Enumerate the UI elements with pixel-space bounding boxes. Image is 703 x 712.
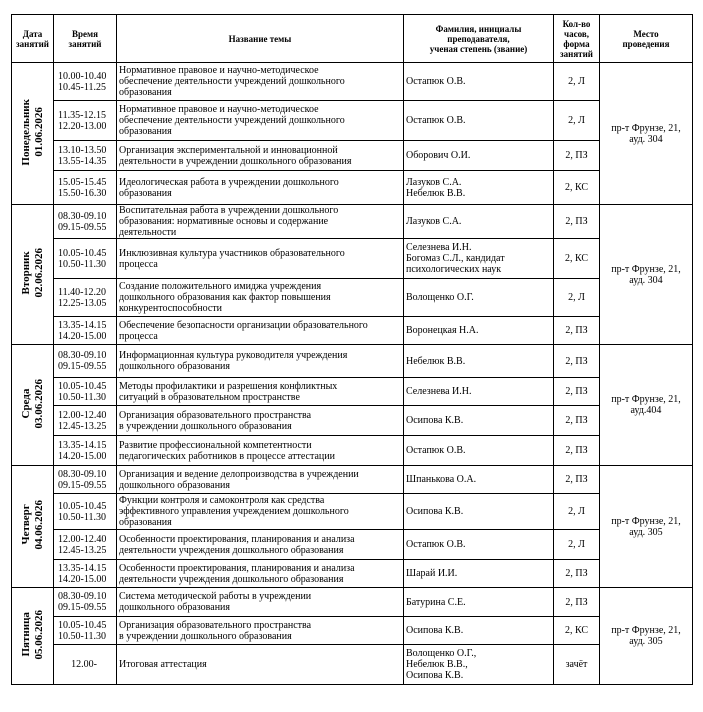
text-line: Оборович О.И. — [406, 150, 471, 161]
header-date: Дата занятий — [12, 15, 54, 63]
text-line: 10.05-10.45 — [58, 500, 107, 512]
teacher-cell — [404, 560, 554, 588]
table-row — [12, 279, 693, 317]
day-label — [20, 99, 46, 166]
hours-cell: 2, ПЗ — [554, 205, 600, 239]
text-line: Развитие профессиональной компетентности — [119, 439, 312, 451]
text-line: эффективного управления учреждением дошкольного — [119, 506, 349, 517]
time-cell — [54, 279, 117, 317]
text-line: 08.30-09.10 — [58, 591, 107, 602]
day-date: 03.06.2026 — [32, 378, 45, 429]
theme-cell — [117, 239, 404, 279]
text-line: Небелюк В.В. — [406, 187, 466, 199]
hours-cell: 2, ПЗ — [554, 141, 600, 171]
table-row — [12, 345, 693, 378]
text-line: деятельности в учреждении дошкольного образования — [119, 155, 352, 167]
teacher-cell — [404, 494, 554, 530]
hours-cell: 2, Л — [554, 494, 600, 530]
hours-cell: 2, ПЗ — [554, 406, 600, 436]
header-row — [12, 15, 693, 63]
text-line: Осипова К.В. — [406, 625, 464, 636]
text-line: 09.15-09.55 — [58, 479, 107, 491]
day-name: Пятница — [19, 612, 32, 657]
text-line: ауд. 304 — [629, 133, 663, 145]
text-line: образования — [119, 517, 172, 528]
header-hours: Кол-во часов, форма занятий — [554, 15, 600, 63]
day-date: 05.06.2026 — [32, 609, 45, 660]
day-name: Понедельник — [19, 98, 32, 166]
text-line: Организация образовательного пространства — [119, 409, 312, 421]
time-cell — [54, 345, 117, 378]
time-cell — [54, 141, 117, 171]
text-line: Остапюк О.В. — [406, 445, 466, 456]
theme-cell — [117, 406, 404, 436]
text-line: образования — [119, 87, 172, 98]
text-line: 10.50-11.30 — [58, 511, 106, 523]
text-line: 15.50-16.30 — [58, 187, 107, 199]
text-line: дошкольного образования как фактор повышения — [119, 292, 331, 303]
place-cell — [600, 588, 693, 685]
day-name: Среда — [19, 388, 32, 419]
table-row — [12, 436, 693, 466]
text-line: 08.30-09.10 — [58, 210, 107, 222]
text-line: образования: нормативные основы и содержание — [119, 216, 329, 227]
time-cell — [54, 101, 117, 141]
teacher-cell — [404, 171, 554, 205]
theme-cell — [117, 141, 404, 171]
place-cell — [600, 205, 693, 345]
text-line: Остапюк О.В. — [406, 76, 466, 87]
text-line: 14.20-15.00 — [58, 450, 107, 462]
text-line: Небелюк В.В., — [406, 659, 468, 670]
text-line: Функции контроля и самоконтроля как средства — [119, 495, 325, 506]
hours-cell: 2, ПЗ — [554, 317, 600, 345]
time-cell — [54, 171, 117, 205]
text-line: ауд. 305 — [629, 526, 663, 538]
day-cell — [12, 345, 54, 466]
teacher-cell — [404, 645, 554, 685]
text-line: 14.20-15.00 — [58, 330, 107, 342]
theme-cell — [117, 560, 404, 588]
text-line: Воспитательная работа в учреждении дошкольного — [119, 205, 339, 216]
text-line: образования — [119, 187, 172, 199]
theme-cell — [117, 617, 404, 645]
time-cell — [54, 406, 117, 436]
teacher-cell — [404, 345, 554, 378]
text-line: 08.30-09.10 — [58, 350, 107, 361]
text-line: ауд.404 — [630, 405, 662, 416]
text-line: Методы профилактики и разрешения конфликтных — [119, 380, 338, 392]
teacher-cell — [404, 530, 554, 560]
table-row — [12, 560, 693, 588]
text-line: обеспечение деятельности учреждений дошкольного — [119, 115, 345, 126]
hours-cell: 2, Л — [554, 530, 600, 560]
hours-cell: 2, ПЗ — [554, 436, 600, 466]
text-line: Итоговая аттестация — [119, 659, 207, 670]
hours-cell: 2, Л — [554, 279, 600, 317]
place-cell — [600, 345, 693, 466]
text-line: психологических наук — [406, 264, 502, 275]
text-line: Батурина С.Е. — [406, 596, 466, 608]
teacher-cell — [404, 588, 554, 617]
table-row — [12, 530, 693, 560]
text-line: Нормативное правовое и научно-методическое — [119, 104, 319, 115]
teacher-cell — [404, 239, 554, 279]
text-line: Шарай И.И. — [406, 568, 458, 579]
header-theme: Название темы — [117, 15, 404, 63]
text-line: 13.35-14.15 — [58, 439, 107, 451]
time-cell — [54, 466, 117, 494]
table-row — [12, 378, 693, 406]
text-line: процесса — [119, 258, 158, 270]
place-cell — [600, 63, 693, 205]
text-line: 14.20-15.00 — [58, 573, 107, 585]
text-line: Нормативное правовое и научно-методическое — [119, 65, 319, 76]
text-line: 11.40-12.20 — [58, 286, 106, 298]
hours-cell: 2, КС — [554, 239, 600, 279]
text-line: в учреждении дошкольного образования — [119, 630, 292, 642]
theme-cell — [117, 63, 404, 101]
text-line: 10.50-11.30 — [58, 391, 106, 403]
theme-cell — [117, 279, 404, 317]
teacher-cell — [404, 436, 554, 466]
hours-cell: 2, ПЗ — [554, 345, 600, 378]
time-cell — [54, 588, 117, 617]
theme-cell — [117, 378, 404, 406]
text-line: 12.20-13.00 — [58, 120, 107, 132]
teacher-cell — [404, 466, 554, 494]
table-row — [12, 101, 693, 141]
text-line: 10.05-10.45 — [58, 247, 107, 259]
teacher-cell — [404, 101, 554, 141]
text-line: образования — [119, 126, 172, 137]
theme-cell — [117, 317, 404, 345]
text-line: 09.15-09.55 — [58, 361, 107, 372]
table-row — [12, 171, 693, 205]
teacher-cell — [404, 378, 554, 406]
hours-cell: 2, Л — [554, 63, 600, 101]
text-line: 13.35-14.15 — [58, 562, 107, 574]
text-line: 12.00- — [71, 659, 97, 670]
text-line: 12.00-12.40 — [58, 533, 107, 545]
day-cell — [12, 588, 54, 685]
hours-cell: 2, ПЗ — [554, 378, 600, 406]
text-line: в учреждении дошкольного образования — [119, 420, 292, 432]
table-row — [12, 141, 693, 171]
table-row — [12, 494, 693, 530]
table-row — [12, 588, 693, 617]
text-line: ситуаций в образовательном пространстве — [119, 391, 300, 403]
text-line: ауд. 305 — [629, 636, 663, 647]
header-teacher: Фамилия, инициалы преподавателя, ученая степень (звание) — [404, 15, 554, 63]
theme-cell — [117, 588, 404, 617]
text-line: 10.05-10.45 — [58, 619, 107, 631]
day-date: 01.06.2026 — [32, 107, 45, 157]
time-cell — [54, 494, 117, 530]
teacher-cell — [404, 317, 554, 345]
theme-cell — [117, 494, 404, 530]
table-row — [12, 617, 693, 645]
teacher-cell — [404, 406, 554, 436]
hours-cell: 2, КС — [554, 617, 600, 645]
text-line: Создание положительного имиджа учреждения — [119, 281, 322, 292]
day-cell — [12, 466, 54, 588]
time-cell — [54, 205, 117, 239]
table-row — [12, 317, 693, 345]
theme-cell — [117, 645, 404, 685]
schedule-table — [11, 14, 693, 685]
text-line: пр-т Фрунзе, 21, — [611, 515, 681, 527]
text-line: 12.45-13.25 — [58, 420, 107, 432]
text-line: Волощенко О.Г. — [406, 292, 474, 303]
theme-cell — [117, 530, 404, 560]
text-line: обеспечение деятельности учреждений дошкольного — [119, 76, 345, 87]
text-line: Система методической работы в учреждении — [119, 591, 312, 602]
text-line: 10.50-11.30 — [58, 258, 106, 270]
teacher-cell — [404, 63, 554, 101]
text-line: Организация и ведение делопроизводства в учреждении — [119, 468, 359, 480]
text-line: пр-т Фрунзе, 21, — [611, 394, 681, 405]
hours-cell: 2, ПЗ — [554, 560, 600, 588]
text-line: педагогических работников в процессе аттестации — [119, 450, 335, 462]
place-cell — [600, 466, 693, 588]
hours-cell: 2, ПЗ — [554, 466, 600, 494]
hours-cell: зачёт — [554, 645, 600, 685]
text-line: пр-т Фрунзе, 21, — [611, 625, 681, 636]
day-name: Вторник — [19, 251, 32, 295]
teacher-cell — [404, 617, 554, 645]
theme-cell — [117, 466, 404, 494]
text-line: 10.00-10.40 — [58, 70, 107, 82]
header-time: Время занятий — [54, 15, 117, 63]
text-line: пр-т Фрунзе, 21, — [611, 263, 681, 275]
day-label — [20, 500, 46, 550]
text-line: Осипова К.В. — [406, 506, 464, 517]
text-line: 10.50-11.30 — [58, 630, 106, 642]
time-cell — [54, 560, 117, 588]
text-line: Особенности проектирования, планирования и анализа — [119, 533, 355, 545]
text-line: Идеологическая работа в учреждении дошкольного — [119, 176, 339, 188]
schedule-body — [12, 63, 693, 685]
time-cell — [54, 378, 117, 406]
text-line: 13.35-14.15 — [58, 319, 107, 331]
teacher-cell — [404, 205, 554, 239]
theme-cell — [117, 205, 404, 239]
text-line: Осипова К.В. — [406, 670, 464, 681]
text-line: 10.05-10.45 — [58, 380, 107, 392]
text-line: 09.15-09.55 — [58, 221, 107, 233]
text-line: 11.35-12.15 — [58, 109, 106, 121]
text-line: 10.45-11.25 — [58, 81, 106, 93]
theme-cell — [117, 171, 404, 205]
text-line: 12.45-13.25 — [58, 544, 107, 556]
text-line: деятельности учреждения дошкольного образования — [119, 544, 344, 556]
day-label — [20, 248, 46, 298]
day-label — [20, 610, 46, 660]
table-row — [12, 645, 693, 685]
text-line: Организация образовательного пространства — [119, 619, 312, 631]
text-line: Селезнева И.Н. — [406, 242, 472, 253]
day-name: Четверг — [19, 504, 32, 546]
text-line: 13.10-13.50 — [58, 144, 107, 156]
day-label — [20, 379, 46, 429]
teacher-cell — [404, 279, 554, 317]
text-line: процесса — [119, 330, 158, 342]
time-cell — [54, 436, 117, 466]
header-place: Место проведения — [600, 15, 693, 63]
text-line: Обеспечение безопасности организации образовательного — [119, 319, 368, 331]
text-line: 09.15-09.55 — [58, 602, 107, 613]
text-line: Лазуков С.А. — [406, 216, 462, 227]
text-line: 12.25-13.05 — [58, 297, 107, 309]
text-line: Лазуков С.А. — [406, 176, 462, 188]
theme-cell — [117, 436, 404, 466]
hours-cell: 2, КС — [554, 171, 600, 205]
teacher-cell — [404, 141, 554, 171]
text-line: Богомаз С.Л., кандидат — [406, 253, 505, 264]
time-cell — [54, 239, 117, 279]
text-line: 12.00-12.40 — [58, 409, 107, 421]
text-line: дошкольного образования — [119, 361, 231, 372]
text-line: ауд. 304 — [629, 274, 663, 286]
table-row — [12, 63, 693, 101]
text-line: Селезнева И.Н. — [406, 386, 472, 397]
text-line: Волощенко О.Г., — [406, 648, 477, 659]
text-line: пр-т Фрунзе, 21, — [611, 122, 681, 134]
table-row — [12, 406, 693, 436]
text-line: конкурентоспособности — [119, 303, 223, 314]
text-line: Остапюк О.В. — [406, 539, 466, 550]
text-line: Особенности проектирования, планирования и анализа — [119, 562, 355, 574]
text-line: Осипова К.В. — [406, 415, 464, 426]
text-line: 08.30-09.10 — [58, 468, 107, 480]
text-line: Информационная культура руководителя учреждения — [119, 350, 348, 361]
day-cell — [12, 205, 54, 345]
text-line: Инклюзивная культура участников образовательного — [119, 247, 345, 259]
table-row — [12, 205, 693, 239]
text-line: Небелюк В.В. — [406, 355, 466, 367]
text-line: Остапюк О.В. — [406, 115, 466, 126]
day-date: 02.06.2026 — [32, 248, 45, 298]
time-cell — [54, 645, 117, 685]
theme-cell — [117, 345, 404, 378]
text-line: Шпанькова О.А. — [406, 474, 477, 485]
hours-cell: 2, Л — [554, 101, 600, 141]
text-line: 13.55-14.35 — [58, 155, 107, 167]
day-cell — [12, 63, 54, 205]
table-row — [12, 239, 693, 279]
text-line: Организация экспериментальной и инновационной — [119, 144, 338, 156]
text-line: дошкольного образования — [119, 479, 231, 491]
text-line: Воронецкая Н.А. — [406, 325, 479, 336]
time-cell — [54, 617, 117, 645]
table-row — [12, 466, 693, 494]
text-line: 15.05-15.45 — [58, 176, 107, 188]
theme-cell — [117, 101, 404, 141]
time-cell — [54, 317, 117, 345]
time-cell — [54, 530, 117, 560]
text-line: дошкольного образования — [119, 602, 231, 613]
hours-cell: 2, ПЗ — [554, 588, 600, 617]
text-line: деятельности учреждения дошкольного образования — [119, 573, 344, 585]
time-cell — [54, 63, 117, 101]
day-date: 04.06.2026 — [32, 500, 45, 550]
text-line: деятельности — [119, 227, 177, 238]
